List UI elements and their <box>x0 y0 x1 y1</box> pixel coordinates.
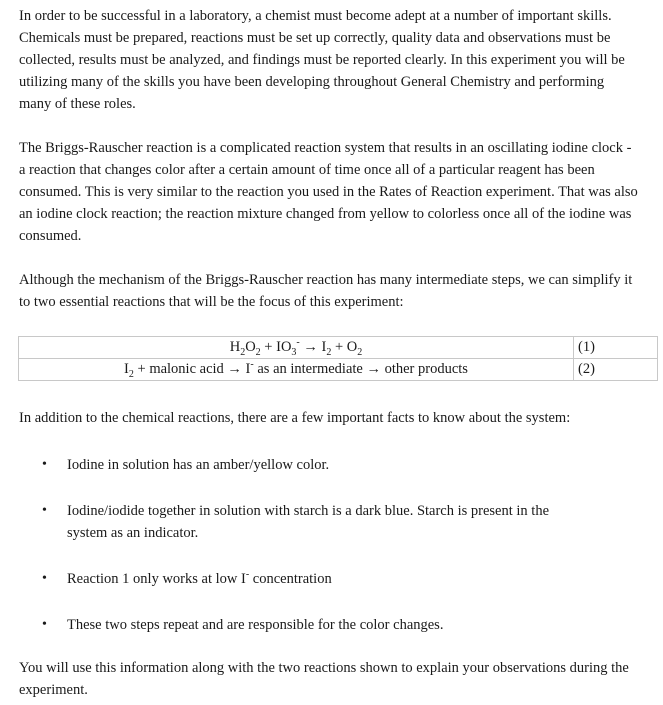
closing-paragraph: You will use this information along with the two reactions shown to explain your observations during the experiment. <box>19 660 629 698</box>
bullet-icon: • <box>42 617 47 632</box>
reaction-2-number: (2) <box>574 359 658 381</box>
fact-text: Iodine/iodide together in solution with starch is a dark blue. Starch is present in the system as an indicator. <box>67 503 550 541</box>
reaction-1-equation: $H_2O_2 + IO_3^- \to I_2 + O_2$ <box>19 337 574 359</box>
reaction-2-equation: $I_2$ + malonic acid → I- as an intermediate → other products <box>19 359 574 381</box>
fact-text: These two steps repeat and are responsible for the color changes. <box>67 617 444 633</box>
list-item <box>42 500 558 544</box>
list-item <box>42 454 558 476</box>
facts-intro-paragraph: In addition to the chemical reactions, there are a few important facts to know about the system: <box>19 410 571 426</box>
bullet-icon: • <box>42 503 47 518</box>
briggs-rauscher-paragraph: The Briggs-Rauscher reaction is a complicated reaction system that results in an oscillating iodine clock - a reaction that changes color after a certain amount of time once all of a particular reagent has been consumed. This is very similar to the reaction you used in the Rates of Reaction experiment. That was also an iodine clock reaction; the reaction mixture changed from yellow to colorless once all of the iodine was consumed. <box>19 140 638 244</box>
bullet-icon: • <box>42 571 47 586</box>
reaction-row-1 <box>19 337 658 359</box>
reaction-1-number: (1) <box>574 337 658 359</box>
fact-text: Iodine in solution has an amber/yellow color. <box>67 457 330 473</box>
list-item <box>42 614 558 636</box>
list-item <box>42 568 558 590</box>
reaction-row-2 <box>19 359 658 381</box>
fact-text: Reaction 1 only works at low I- concentration <box>67 569 332 587</box>
bullet-icon: • <box>42 457 47 472</box>
intro-paragraph: In order to be successful in a laboratory, a chemist must become adept at a number of important skills. Chemicals must be prepared, reactions must be set up correctly, quality data and observations must be collected, results must be analyzed, and findings must be reported clearly. In this experiment you will be utilizing many of the skills you have been developing throughout General Chemistry and performing many of these roles. <box>19 8 625 112</box>
reactions-table <box>18 336 658 381</box>
mechanism-paragraph: Although the mechanism of the Briggs-Rauscher reaction has many intermediate steps, we can simplify it to two essential reactions that will be the focus of this experiment: <box>19 272 633 310</box>
